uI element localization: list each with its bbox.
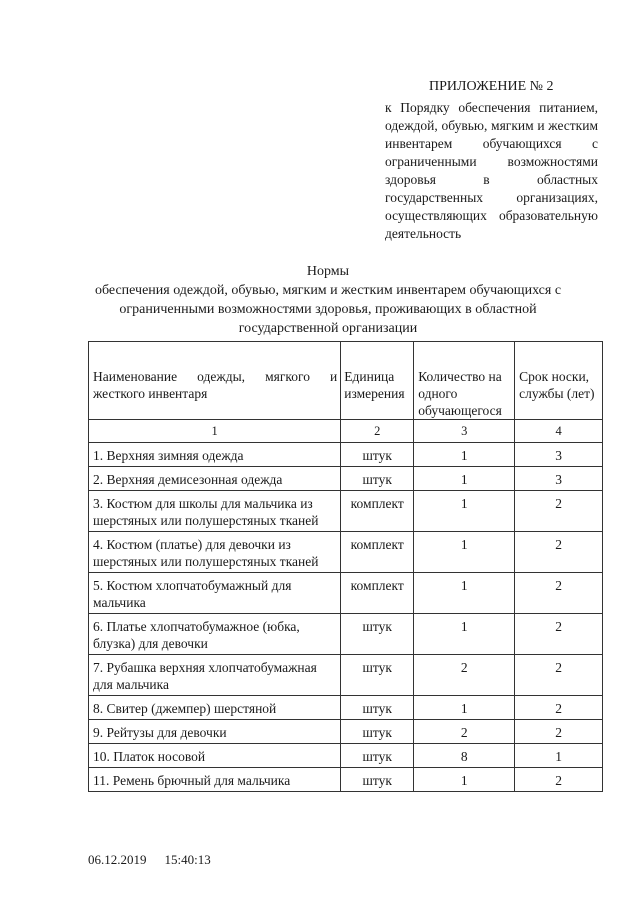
header-unit: Единица измерения <box>341 342 414 420</box>
table-row <box>89 696 603 720</box>
table-row <box>89 573 603 614</box>
item-unit: штук <box>341 443 414 467</box>
item-quantity: 1 <box>414 532 515 573</box>
item-name: 9. Рейтузы для девочки <box>89 720 341 744</box>
document-title <box>80 262 576 338</box>
column-number-row <box>89 420 603 443</box>
item-quantity: 1 <box>414 443 515 467</box>
table-row <box>89 655 603 696</box>
item-term: 2 <box>515 532 603 573</box>
item-unit: комплект <box>341 573 414 614</box>
item-term: 2 <box>515 655 603 696</box>
item-quantity: 2 <box>414 720 515 744</box>
table-row <box>89 532 603 573</box>
column-number: 4 <box>515 420 603 443</box>
item-quantity: 8 <box>414 744 515 768</box>
item-quantity: 1 <box>414 768 515 792</box>
item-name: 3. Костюм для школы для мальчика из шерстяных или полушерстяных тканей <box>89 491 341 532</box>
item-name: 10. Платок носовой <box>89 744 341 768</box>
column-number: 3 <box>414 420 515 443</box>
item-name: 4. Костюм (платье) для девочки из шерстяных или полушерстяных тканей <box>89 532 341 573</box>
header-term: Срок носки, службы (лет) <box>515 342 603 420</box>
item-quantity: 1 <box>414 573 515 614</box>
item-unit: штук <box>341 744 414 768</box>
item-term: 2 <box>515 491 603 532</box>
header-quantity: Количество на одного обучающегося <box>414 342 515 420</box>
table-row <box>89 491 603 532</box>
table-row <box>89 744 603 768</box>
item-name: 5. Костюм хлопчатобумажный для мальчика <box>89 573 341 614</box>
item-unit: штук <box>341 655 414 696</box>
footer-time: 15:40:13 <box>164 852 211 867</box>
item-unit: штук <box>341 614 414 655</box>
title-line-2: обеспечения одеждой, обувью, мягким и жестким инвентарем обучающихся с ограниченными возможностями здоровья, проживающих в областной государственной организации <box>94 283 562 336</box>
appendix-heading: ПРИЛОЖЕНИЕ № 2 <box>429 79 554 94</box>
item-term: 1 <box>515 744 603 768</box>
item-quantity: 1 <box>414 614 515 655</box>
item-name: 7. Рубашка верхняя хлопчатобумажная для мальчика <box>89 655 341 696</box>
item-unit: штук <box>341 467 414 491</box>
item-term: 2 <box>515 614 603 655</box>
table-row <box>89 467 603 491</box>
table-row <box>89 443 603 467</box>
appendix-text: к Порядку обеспечения питанием, одеждой, обувью, мягким и жестким инвентарем обучающихся с ограниченными возможностями здоровья в областных государственных организациях, осуществляющих образовательную деятельность <box>385 100 598 241</box>
item-term: 3 <box>515 443 603 467</box>
item-name: 8. Свитер (джемпер) шерстяной <box>89 696 341 720</box>
column-number: 2 <box>341 420 414 443</box>
table-row <box>89 768 603 792</box>
footer-timestamp <box>88 852 211 868</box>
table-row <box>89 720 603 744</box>
item-quantity: 2 <box>414 655 515 696</box>
item-unit: штук <box>341 768 414 792</box>
item-quantity: 1 <box>414 467 515 491</box>
item-term: 2 <box>515 768 603 792</box>
footer-date: 06.12.2019 <box>88 852 147 867</box>
item-unit: штук <box>341 696 414 720</box>
header-item-name: Наименование одежды, мягкого и жесткого инвентаря <box>89 342 341 420</box>
table-row <box>89 614 603 655</box>
item-unit: комплект <box>341 491 414 532</box>
norms-table <box>88 341 603 792</box>
appendix-block <box>383 78 598 243</box>
item-term: 2 <box>515 720 603 744</box>
title-line-1: Нормы <box>306 264 350 279</box>
item-term: 3 <box>515 467 603 491</box>
item-name: 1. Верхняя зимняя одежда <box>89 443 341 467</box>
item-term: 2 <box>515 573 603 614</box>
item-unit: штук <box>341 720 414 744</box>
item-quantity: 1 <box>414 491 515 532</box>
column-number: 1 <box>89 420 341 443</box>
item-term: 2 <box>515 696 603 720</box>
item-unit: комплект <box>341 532 414 573</box>
item-quantity: 1 <box>414 696 515 720</box>
table-header-row <box>89 342 603 420</box>
item-name: 2. Верхняя демисезонная одежда <box>89 467 341 491</box>
item-name: 11. Ремень брючный для мальчика <box>89 768 341 792</box>
item-name: 6. Платье хлопчатобумажное (юбка, блузка) для девочки <box>89 614 341 655</box>
